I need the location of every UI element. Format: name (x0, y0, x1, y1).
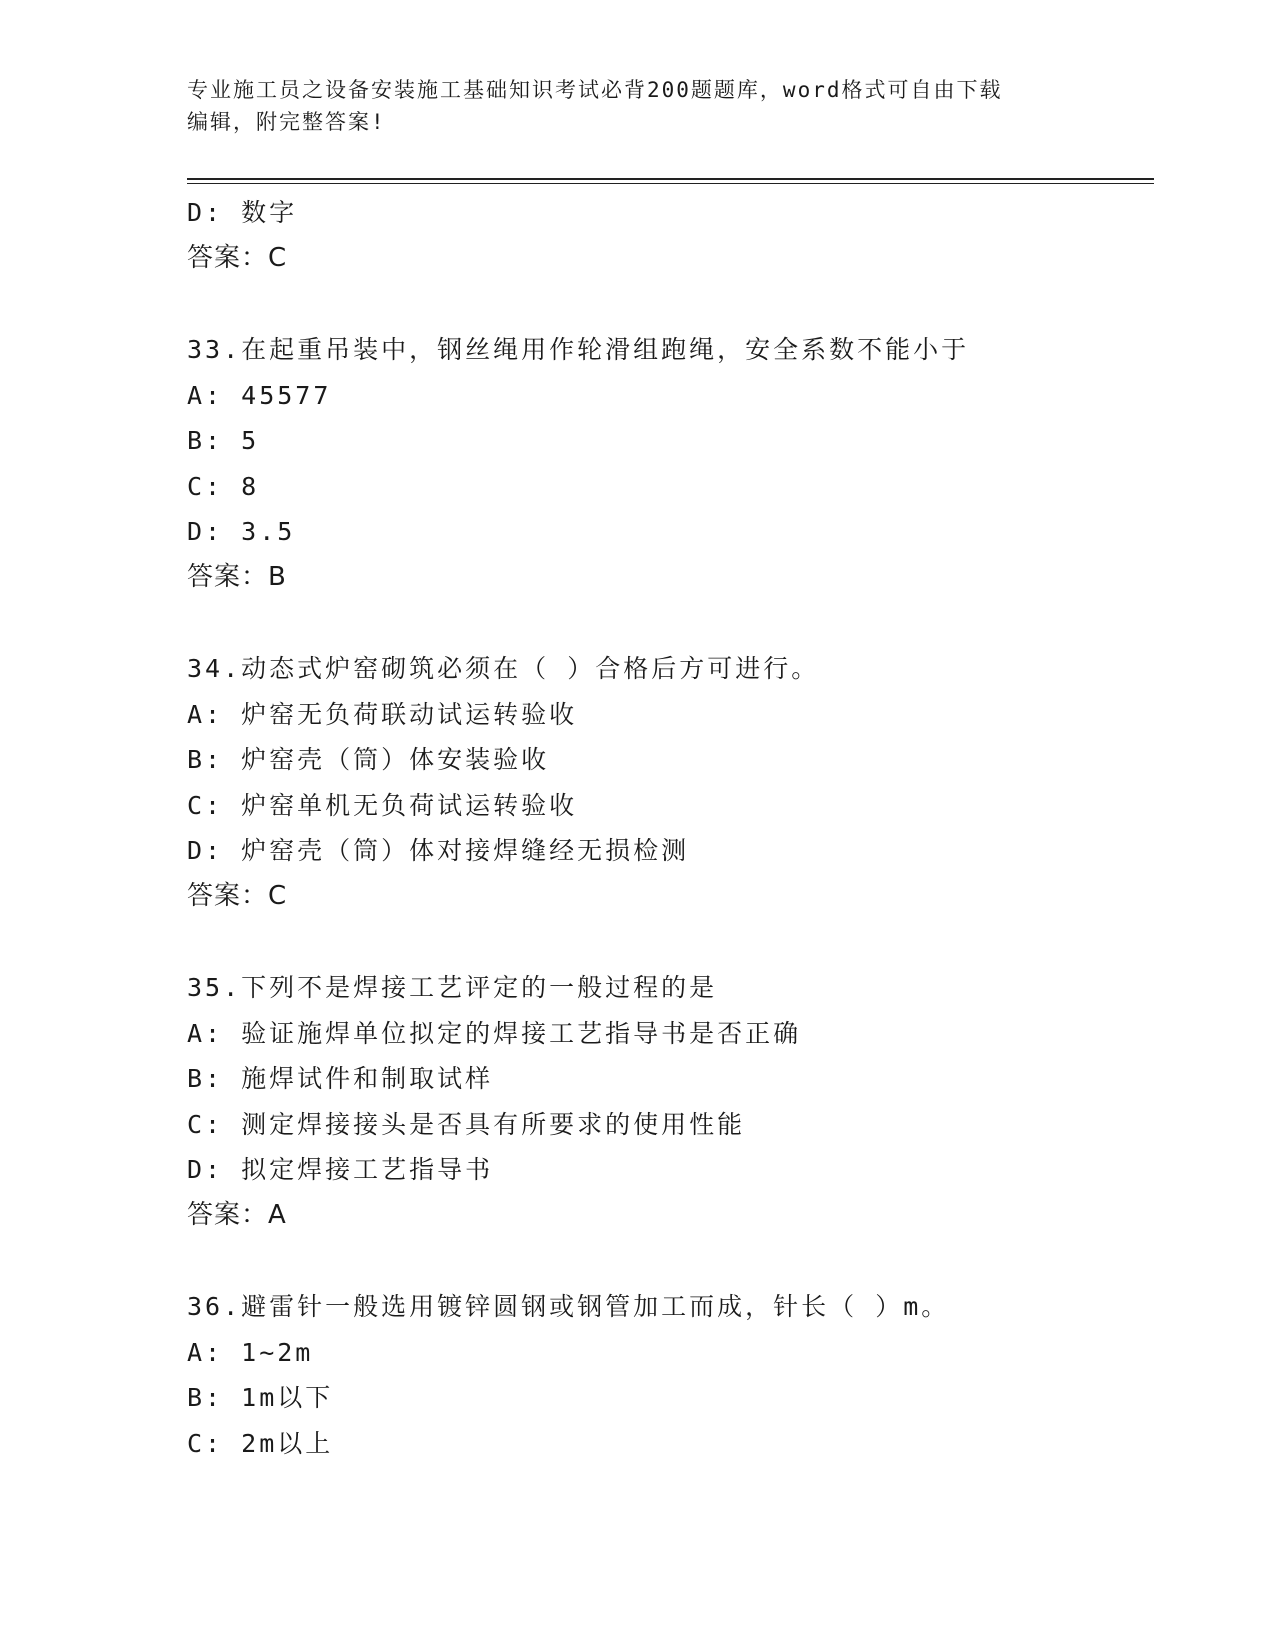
option-text: C: 炉窑单机无负荷试运转验收 (187, 790, 578, 820)
answer-text: 答案：B (187, 561, 287, 592)
option-text: B: 施焊试件和制取试样 (187, 1064, 494, 1093)
option-text: D: 数字 (187, 198, 298, 227)
option-text: A: 炉窑无负荷联动试运转验收 (187, 699, 578, 729)
option-text: C: 2m以上 (187, 1428, 334, 1458)
spacer (187, 600, 1147, 646)
spacer (187, 281, 1147, 327)
header-line-2: 编辑，附完整答案! (187, 110, 386, 134)
spacer (187, 919, 1147, 965)
header-line-1: 专业施工员之设备安装施工基础知识考试必背200题题库，word格式可自由下载 (187, 78, 1003, 102)
answer-text: 答案：C (187, 880, 288, 911)
option-text: B: 5 (187, 426, 260, 455)
question-list (187, 190, 1147, 1466)
question-text: 33.在起重吊装中，钢丝绳用作轮滑组跑绳，安全系数不能小于 (187, 335, 970, 364)
header-divider-thick (187, 178, 1154, 180)
option-text: A: 45577 (187, 380, 332, 410)
option-text: D: 3.5 (187, 517, 296, 546)
option-text: B: 炉窑壳（筒）体安装验收 (187, 745, 550, 774)
question-text: 36.避雷针一般选用镀锌圆钢或钢管加工而成，针长（ ）m。 (187, 1292, 950, 1321)
option-text: C: 测定焊接接头是否具有所要求的使用性能 (187, 1109, 746, 1139)
question-text: 34.动态式炉窑砌筑必须在（ ）合格后方可进行。 (187, 654, 820, 683)
question-text: 35.下列不是焊接工艺评定的一般过程的是 (187, 973, 718, 1002)
document-header (187, 74, 1087, 138)
answer-text: 答案：C (187, 242, 288, 273)
option-text: D: 拟定焊接工艺指导书 (187, 1155, 494, 1184)
option-text: C: 8 (187, 471, 260, 501)
option-text: D: 炉窑壳（筒）体对接焊缝经无损检测 (187, 836, 690, 865)
option-text: B: 1m以下 (187, 1383, 334, 1412)
answer-text: 答案：A (187, 1199, 287, 1230)
spacer (187, 1238, 1147, 1284)
option-text: A: 验证施焊单位拟定的焊接工艺指导书是否正确 (187, 1018, 802, 1048)
header-divider-thin (187, 183, 1154, 184)
option-text: A: 1~2m (187, 1337, 314, 1367)
